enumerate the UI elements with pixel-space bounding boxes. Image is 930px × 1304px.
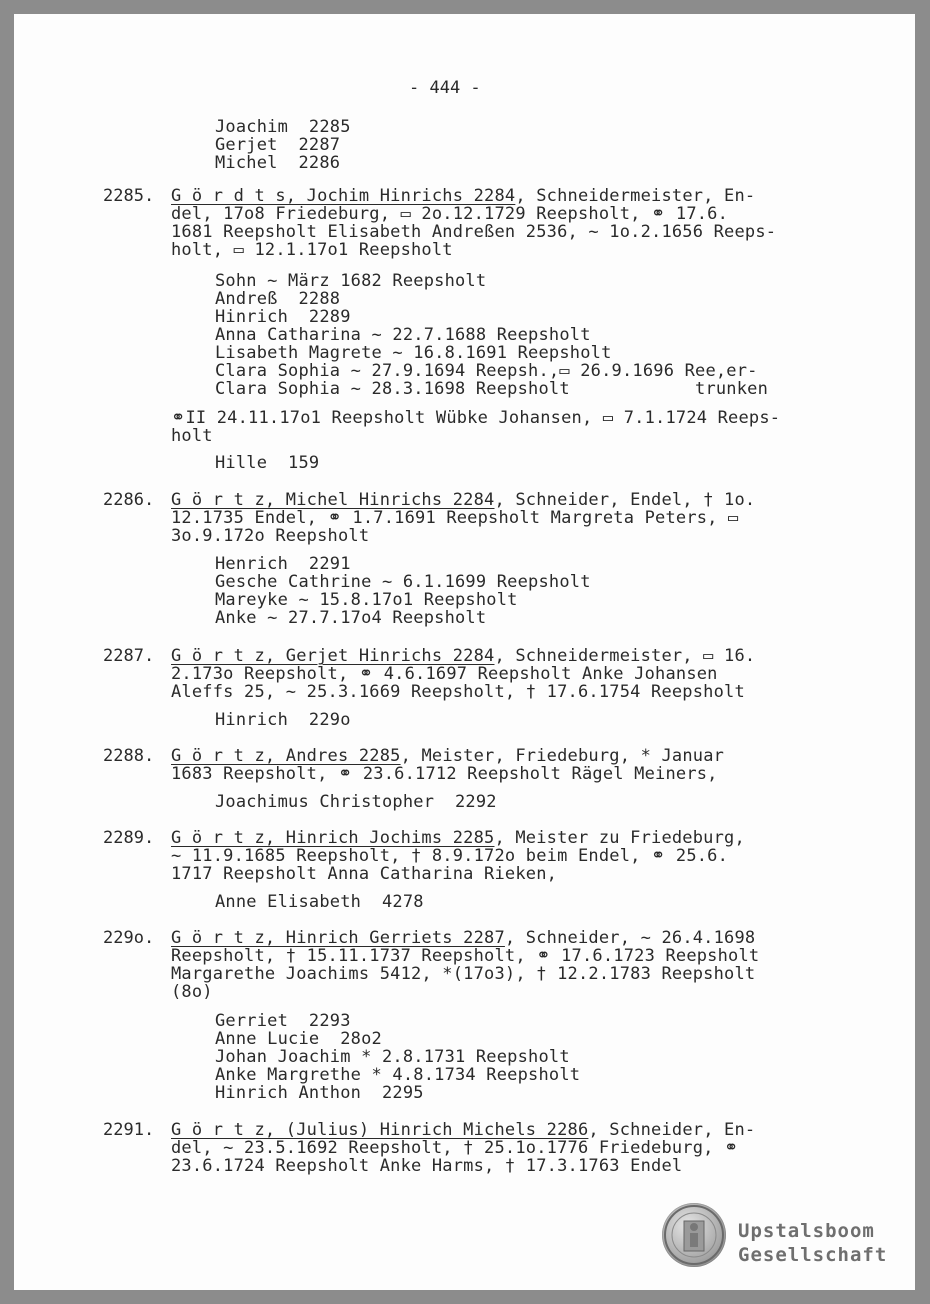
entry-text: , Meister zu Friedeburg,: [494, 828, 745, 848]
entry-line: [171, 187, 755, 205]
entry-line: [171, 865, 557, 883]
entry-line: [171, 527, 369, 545]
entry-line: [171, 929, 755, 947]
entry-line: [171, 491, 755, 509]
entry-line: [171, 747, 724, 765]
entry-line: [171, 1139, 739, 1157]
child-line: Hinrich 229o: [215, 710, 351, 730]
child-line: Clara Sophia ~ 27.9.1694 Reepsh.,▭ 26.9.1696 Ree,er-: [215, 361, 758, 381]
entry-text: 12.1735 Endel, ⚭ 1.7.1691 Reepsholt Margreta Peters, ▭: [171, 508, 739, 528]
entry-text: 1683 Reepsholt, ⚭ 23.6.1712 Reepsholt Rägel Meiners,: [171, 764, 718, 784]
entry-text: del, 17o8 Friedeburg, ▭ 2o.12.1729 Reepsholt, ⚭ 17.6.: [171, 204, 729, 224]
entry-line: [171, 829, 745, 847]
society-seal-icon: [662, 1203, 726, 1267]
entry-name: G ö r t z, Gerjet Hinrichs 2284: [171, 646, 495, 666]
entry-line: [171, 205, 728, 223]
entry-text: holt, ▭ 12.1.17o1 Reepsholt: [171, 240, 453, 260]
logo-line-2: Gesellschaft: [738, 1244, 888, 1266]
child-line: Gerriet 2293: [215, 1011, 351, 1031]
entry-line: [171, 983, 213, 1001]
entry-text: , Schneider, Endel, † 1o.: [494, 490, 756, 510]
entry-number: 2288.: [103, 746, 155, 766]
child-line: Hinrich 2289: [215, 307, 351, 327]
second-marriage-line: ⚭II 24.11.17o1 Reepsholt Wübke Johansen, ▭ 7.1.1724 Reeps-: [171, 408, 781, 428]
society-logo-text: [738, 1219, 887, 1267]
entry-text: , Meister, Friedeburg, * Januar: [400, 746, 725, 766]
entry-number: 2289.: [103, 828, 155, 848]
entry-number: 2285.: [103, 186, 155, 206]
child-line: Henrich 2291: [215, 554, 351, 574]
child-line: Anne Elisabeth 4278: [215, 892, 424, 912]
entry-text: 2.173o Reepsholt, ⚭ 4.6.1697 Reepsholt Anke Johansen: [171, 664, 718, 684]
entry-line: [171, 647, 755, 665]
child-line: Hille 159: [215, 453, 320, 473]
entry-text: , Schneider, En-: [588, 1120, 756, 1140]
entry-text: 1681 Reepsholt Elisabeth Andreßen 2536, ~ 1o.2.1656 Reeps-: [171, 222, 777, 242]
child-line: Anke ~ 27.7.17o4 Reepsholt: [215, 608, 487, 628]
child-line: Sohn ~ März 1682 Reepsholt: [215, 271, 487, 291]
entry-text: del, ~ 23.5.1692 Reepsholt, † 25.1o.1776 Friedeburg, ⚭: [171, 1138, 739, 1158]
child-line: Anne Lucie 28o2: [215, 1029, 382, 1049]
entry-line: [171, 683, 745, 701]
child-line: Gesche Cathrine ~ 6.1.1699 Reepsholt: [215, 572, 591, 592]
entry-line: [171, 765, 718, 783]
entry-number: 229o.: [103, 928, 155, 948]
child-line: Johan Joachim * 2.8.1731 Reepsholt: [215, 1047, 570, 1067]
entry-name: G ö r t z, (Julius) Hinrich Michels 2286: [171, 1120, 589, 1140]
entry-text: 3o.9.172o Reepsholt: [171, 526, 370, 546]
child-line: Anke Margrethe * 4.8.1734 Reepsholt: [215, 1065, 581, 1085]
child-line: Andreß 2288: [215, 289, 341, 309]
entry-number: 2286.: [103, 490, 155, 510]
child-line: Hinrich Anthon 2295: [215, 1083, 424, 1103]
entry-text: , Schneider, ~ 26.4.1698: [504, 928, 756, 948]
entry-name: G ö r t z, Michel Hinrichs 2284: [171, 490, 495, 510]
entry-line: [171, 223, 776, 241]
entry-line: [171, 1157, 682, 1175]
entry-line: [171, 847, 728, 865]
entry-line: [171, 509, 739, 527]
child-line: Michel 2286: [215, 153, 341, 173]
entry-line: [171, 965, 755, 983]
entry-text: , Schneidermeister, En-: [515, 186, 756, 206]
entry-text: Margarethe Joachims 5412, *(17o3), † 12.2.1783 Reepsholt: [171, 964, 756, 984]
entry-text: ~ 11.9.1685 Reepsholt, † 8.9.172o beim Endel, ⚭ 25.6.: [171, 846, 729, 866]
child-line: Clara Sophia ~ 28.3.1698 Reepsholt trunken: [215, 379, 769, 399]
entry-name: G ö r t z, Hinrich Gerriets 2287: [171, 928, 505, 948]
entry-line: [171, 947, 759, 965]
page-number: - 444 -: [409, 78, 481, 98]
entry-line: [171, 1121, 755, 1139]
logo-line-1: Upstalsboom: [738, 1220, 875, 1242]
entry-text: (8o): [171, 982, 213, 1002]
entry-text: Aleffs 25, ~ 25.3.1669 Reepsholt, † 17.6.1754 Reepsholt: [171, 682, 745, 702]
child-line: Mareyke ~ 15.8.17o1 Reepsholt: [215, 590, 518, 610]
document-page: [14, 14, 915, 1290]
entry-line: [171, 665, 718, 683]
entry-text: , Schneidermeister, ▭ 16.: [494, 646, 756, 666]
entry-text: 23.6.1724 Reepsholt Anke Harms, † 17.3.1763 Endel: [171, 1156, 683, 1176]
child-line: Joachimus Christopher 2292: [215, 792, 497, 812]
entry-text: 1717 Reepsholt Anna Catharina Rieken,: [171, 864, 558, 884]
child-line: Joachim 2285: [215, 117, 351, 137]
entry-text: Reepsholt, † 15.11.1737 Reepsholt, ⚭ 17.6.1723 Reepsholt: [171, 946, 760, 966]
entry-line: [171, 241, 453, 259]
entry-number: 2287.: [103, 646, 155, 666]
child-line: Lisabeth Magrete ~ 16.8.1691 Reepsholt: [215, 343, 612, 363]
entry-name: G ö r t z, Andres 2285: [171, 746, 401, 766]
second-marriage-line: holt: [171, 426, 213, 446]
child-line: Anna Catharina ~ 22.7.1688 Reepsholt: [215, 325, 591, 345]
entry-number: 2291.: [103, 1120, 155, 1140]
entry-name: G ö r d t s, Jochim Hinrichs 2284: [171, 186, 516, 206]
entry-name: G ö r t z, Hinrich Jochims 2285: [171, 828, 495, 848]
child-line: Gerjet 2287: [215, 135, 341, 155]
